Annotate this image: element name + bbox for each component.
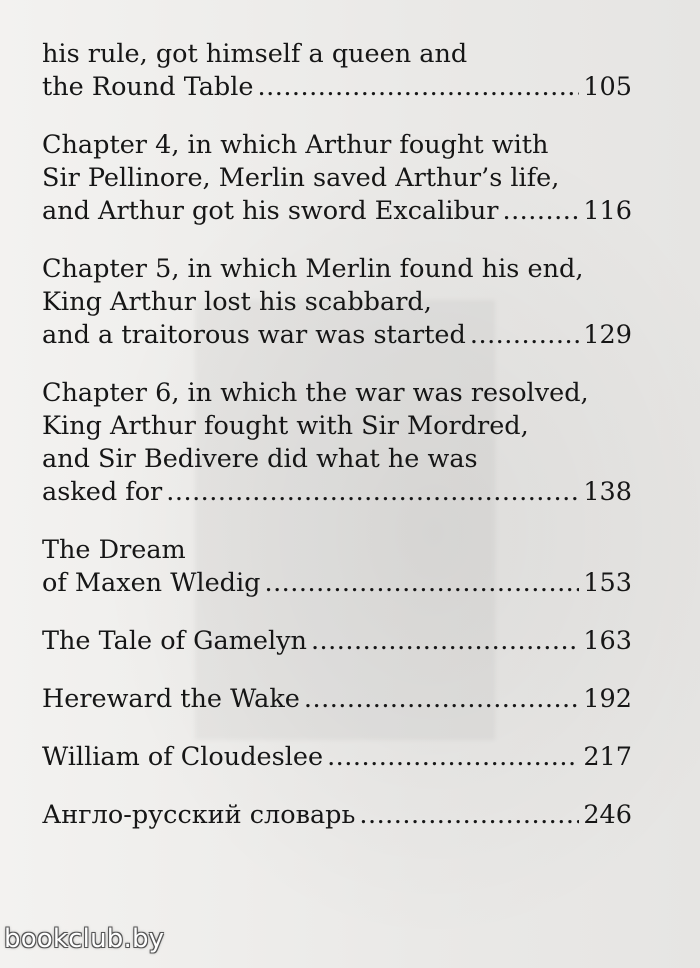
toc-entry-final-line xyxy=(42,567,632,600)
toc-entry xyxy=(42,534,632,600)
toc-page-number: 138 xyxy=(583,477,632,507)
toc-entry-line: King Arthur fought with Sir Mordred, xyxy=(42,411,529,441)
toc-entry xyxy=(42,625,632,658)
toc-entry xyxy=(42,253,632,352)
toc-entry-title-end: The Tale of Gamelyn xyxy=(42,626,307,656)
toc-entry-title-end: asked for xyxy=(42,477,163,507)
leader-dots xyxy=(327,741,579,774)
toc-entry xyxy=(42,38,632,104)
leader-dots xyxy=(258,71,580,104)
toc-entry-title-end: and Arthur got his sword Excalibur xyxy=(42,196,499,226)
toc-entry-line: Chapter 6, in which the war was resolved, xyxy=(42,378,589,408)
leader-dots xyxy=(304,683,579,716)
toc-entry-title-end: and a traitorous war was started xyxy=(42,320,466,350)
toc-entry-title-end: of Maxen Wledig xyxy=(42,568,261,598)
leader-dots xyxy=(311,625,579,658)
toc-page-number: 192 xyxy=(583,684,632,714)
toc-entry-final-line xyxy=(42,319,632,352)
toc-entry-final-line xyxy=(42,799,632,832)
leader-dots xyxy=(166,476,579,509)
toc-entry-final-line xyxy=(42,71,632,104)
toc-page-number: 105 xyxy=(583,72,632,102)
toc-page-number: 153 xyxy=(583,568,632,598)
toc-page-number: 246 xyxy=(583,800,632,830)
toc-entry-line: Chapter 4, in which Arthur fought with xyxy=(42,130,549,160)
toc-entry-final-line xyxy=(42,741,632,774)
leader-dots xyxy=(359,799,579,832)
toc-entry-final-line xyxy=(42,195,632,228)
leader-dots xyxy=(264,567,579,600)
table-of-contents xyxy=(42,38,632,857)
toc-entry-line: The Dream xyxy=(42,535,186,565)
leader-dots xyxy=(502,195,579,228)
toc-entry-final-line xyxy=(42,683,632,716)
toc-entry-line: Sir Pellinore, Merlin saved Arthur’s life, xyxy=(42,163,560,193)
toc-page-number: 116 xyxy=(583,196,632,226)
toc-entry-title-end: William of Cloudeslee xyxy=(42,742,324,772)
toc-entry xyxy=(42,741,632,774)
toc-entry xyxy=(42,129,632,228)
toc-entry-title-end: Англо-русский словарь xyxy=(42,800,356,830)
toc-entry-final-line xyxy=(42,625,632,658)
toc-entry-title-end: the Round Table xyxy=(42,72,254,102)
toc-entry xyxy=(42,799,632,832)
toc-entry xyxy=(42,683,632,716)
toc-entry-title-end: Hereward the Wake xyxy=(42,684,300,714)
watermark-logo: bookclub.by xyxy=(4,924,165,954)
toc-entry-line: King Arthur lost his scabbard, xyxy=(42,287,432,317)
toc-page-number: 129 xyxy=(583,320,632,350)
toc-page-number: 217 xyxy=(583,742,632,772)
toc-entry-line: Chapter 5, in which Merlin found his end, xyxy=(42,254,584,284)
toc-entry-line: and Sir Bedivere did what he was xyxy=(42,444,478,474)
toc-page-number: 163 xyxy=(583,626,632,656)
toc-entry xyxy=(42,377,632,509)
toc-entry-final-line xyxy=(42,476,632,509)
leader-dots xyxy=(470,319,579,352)
toc-entry-line: his rule, got himself a queen and xyxy=(42,39,468,69)
